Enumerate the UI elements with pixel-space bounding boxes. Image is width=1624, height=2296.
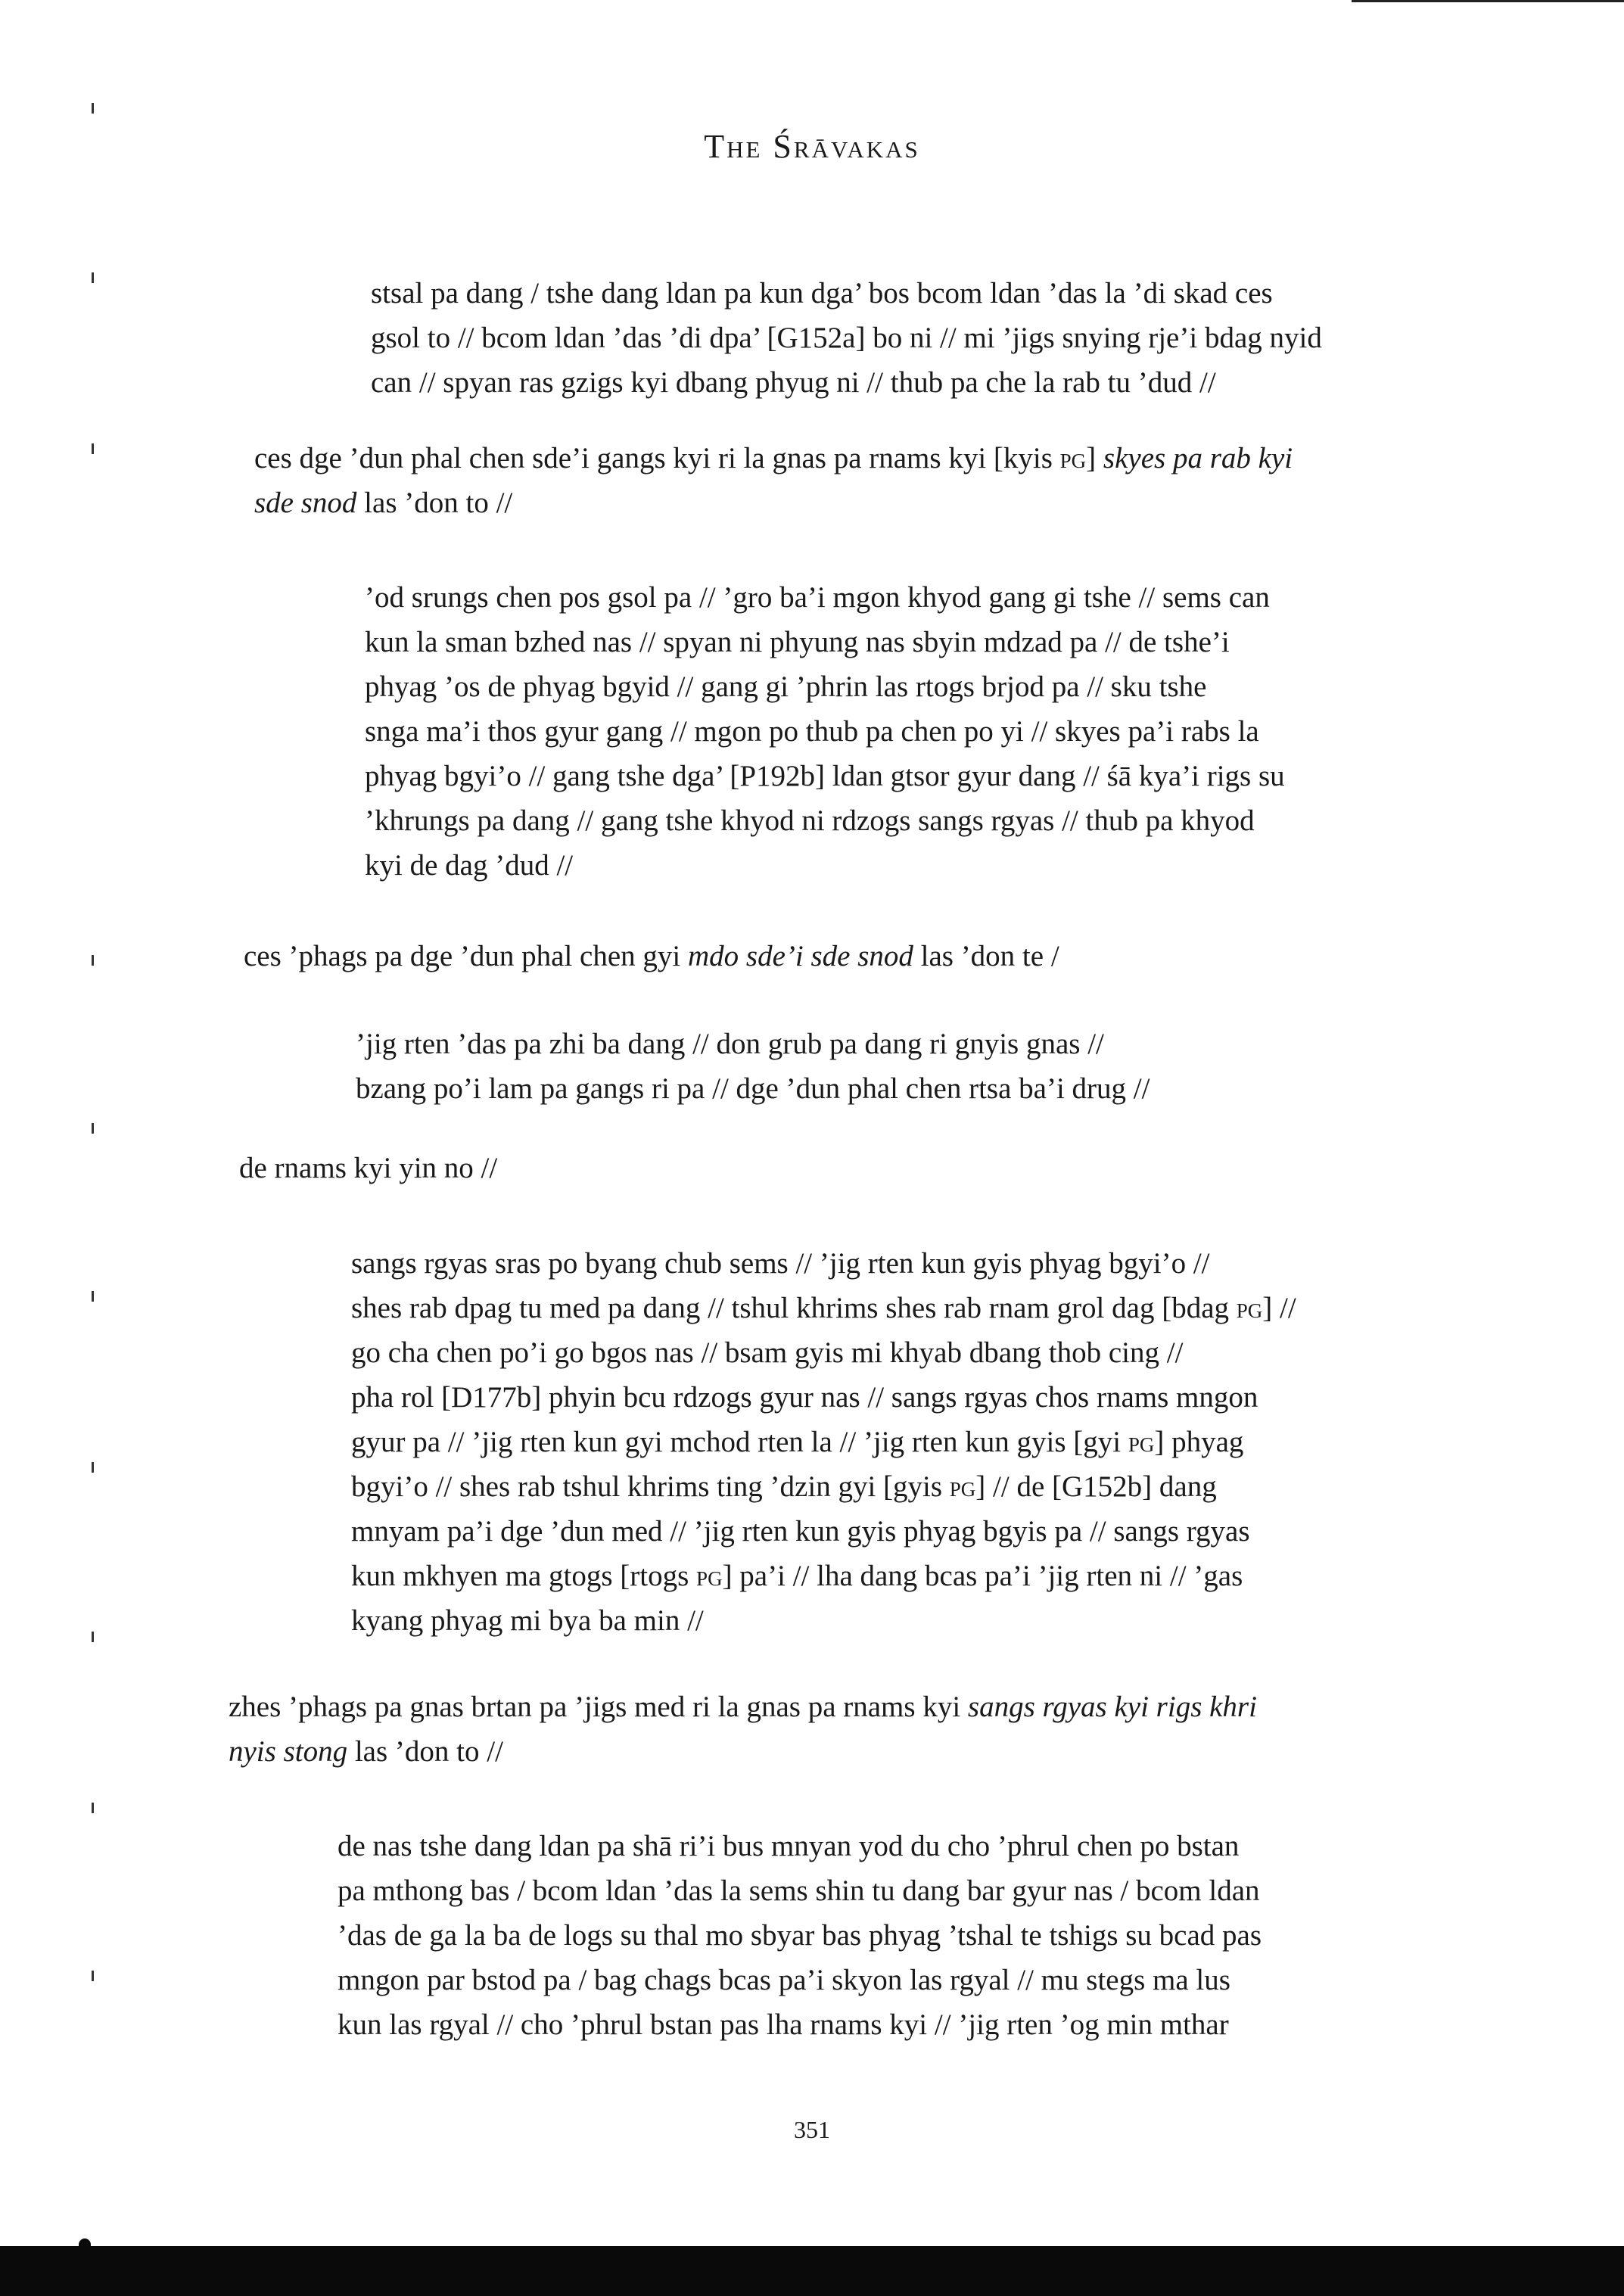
indented-passage-2 xyxy=(365,575,1285,888)
indented-passage-4 xyxy=(338,1824,1262,2047)
siglum: pg xyxy=(1059,442,1087,474)
text-line: mngon par bstod pa / bag chags bcas pa’i skyon las rgyal // mu stegs ma lus xyxy=(338,1964,1230,1996)
scan-margin-mark xyxy=(92,1803,94,1813)
text-run: ] // de [G152b] dang xyxy=(975,1470,1217,1503)
title-italic: sde snod xyxy=(254,487,357,519)
text-line xyxy=(229,1685,1257,1729)
body-paragraph-2 xyxy=(244,934,1059,978)
scan-margin-mark xyxy=(92,443,94,454)
text-line: ’khrungs pa dang // gang tshe khyod ni rdzogs sangs rgyas // thub pa khyod xyxy=(365,804,1255,837)
text-run: ] pa’i // lha dang bcas pa’i ’jig rten ni // ’gas xyxy=(722,1560,1243,1592)
text-line xyxy=(351,1464,1296,1509)
text-line: go cha chen po’i go bgos nas // bsam gyis mi khyab dbang thob cing // xyxy=(351,1336,1184,1369)
title-italic: skyes pa rab kyi xyxy=(1103,442,1293,474)
body-paragraph-4 xyxy=(229,1685,1257,1774)
siglum: pg xyxy=(1128,1426,1155,1458)
text-line: ’jig rten ’das pa zhi ba dang // don grub pa dang ri gnyis gnas // xyxy=(356,1028,1104,1060)
text-line: pha rol [D177b] phyin bcu rdzogs gyur nas // sangs rgyas chos rnams mngon xyxy=(351,1381,1258,1414)
text-run: las ’don te / xyxy=(913,940,1059,972)
title-italic: sangs rgyas kyi rigs khri xyxy=(967,1691,1257,1723)
body-paragraph-3 xyxy=(239,1146,497,1190)
text-line xyxy=(244,934,1059,978)
scan-margin-mark xyxy=(92,1123,94,1134)
scan-margin-mark xyxy=(92,1462,94,1473)
scan-margin-mark xyxy=(92,103,94,114)
title-italic: mdo sde’i sde snod xyxy=(687,940,913,972)
text-run: kun mkhyen ma gtogs [rtogs xyxy=(351,1560,697,1592)
text-line: kun las rgyal // cho ’phrul bstan pas lha rnams kyi // ’jig rten ’og min mthar xyxy=(338,2008,1229,2041)
text-line: mnyam pa’i dge ’dun med // ’jig rten kun gyis phyag bgyis pa // sangs rgyas xyxy=(351,1515,1250,1548)
text-line: stsal pa dang / tshe dang ldan pa kun dga’ bos bcom ldan ’das la ’di skad ces xyxy=(371,277,1273,310)
text-run: ces dge ’dun phal chen sde’i gangs kyi ri la gnas pa rnams kyi [kyis xyxy=(254,442,1060,474)
text-line: kyang phyag mi bya ba min // xyxy=(351,1604,704,1637)
scan-margin-mark xyxy=(92,1971,94,1981)
indented-verse-1 xyxy=(356,1022,1150,1111)
text-line: ’od srungs chen pos gsol pa // ’gro ba’i mgon khyod gang gi tshe // sems can xyxy=(365,581,1270,614)
text-line: phyag ’os de phyag bgyid // gang gi ’phrin las rtogs brjod pa // sku tshe xyxy=(365,670,1207,703)
text-line: gsol to // bcom ldan ’das ’di dpa’ [G152a] bo ni // mi ’jigs snying rje’i bdag nyid xyxy=(371,322,1322,354)
page-number: 351 xyxy=(794,2116,830,2143)
text-line xyxy=(351,1286,1296,1330)
text-line: can // spyan ras gzigs kyi dbang phyug ni // thub pa che la rab tu ’dud // xyxy=(371,366,1216,399)
text-run: las ’don to // xyxy=(356,487,513,519)
top-edge-rule xyxy=(1352,0,1624,2)
text-run: gyur pa // ’jig rten kun gyi mchod rten la // ’jig rten kun gyis [gyi xyxy=(351,1426,1128,1458)
siglum: pg xyxy=(696,1560,723,1592)
scan-margin-mark xyxy=(92,272,94,283)
text-line xyxy=(351,1420,1296,1464)
text-line: ’das de ga la ba de logs su thal mo sbyar bas phyag ’tshal te tshigs su bcad pas xyxy=(338,1919,1262,1952)
text-line xyxy=(351,1554,1296,1598)
scan-margin-mark xyxy=(92,1291,94,1302)
text-line: phyag bgyi’o // gang tshe dga’ [P192b] ldan gtsor gyur dang // śā kya’i rigs su xyxy=(365,760,1285,792)
text-line: de rnams kyi yin no // xyxy=(239,1152,498,1184)
title-italic: nyis stong xyxy=(229,1735,348,1768)
text-run: ] // xyxy=(1262,1292,1296,1324)
text-line: sangs rgyas sras po byang chub sems // ’jig rten kun gyis phyag bgyi’o // xyxy=(351,1247,1210,1280)
text-run: ] xyxy=(1086,442,1103,474)
indented-passage-1 xyxy=(371,271,1322,405)
text-line xyxy=(254,481,1293,525)
scan-margin-mark xyxy=(92,1632,94,1642)
scan-margin-mark xyxy=(92,955,94,966)
text-line xyxy=(229,1729,1257,1774)
text-line: bzang po’i lam pa gangs ri pa // dge ’dun phal chen rtsa ba’i drug // xyxy=(356,1072,1150,1105)
indented-passage-3 xyxy=(351,1241,1296,1643)
text-run: shes rab dpag tu med pa dang // tshul khrims shes rab rnam grol dag [bdag xyxy=(351,1292,1237,1324)
scan-bottom-band xyxy=(0,2246,1624,2296)
text-run: ces ’phags pa dge ’dun phal chen gyi xyxy=(244,940,688,972)
text-line: snga ma’i thos gyur gang // mgon po thub pa chen po yi // skyes pa’i rabs la xyxy=(365,715,1259,748)
text-run: bgyi’o // shes rab tshul khrims ting ’dzin gyi [gyis xyxy=(351,1470,950,1503)
running-head: The Śrāvakas xyxy=(704,128,920,165)
text-run: zhes ’phags pa gnas brtan pa ’jigs med ri la gnas pa rnams kyi xyxy=(229,1691,968,1723)
siglum: pg xyxy=(1236,1292,1263,1324)
text-line: kun la sman bzhed nas // spyan ni phyung nas sbyin mdzad pa // de tshe’i xyxy=(365,626,1230,658)
body-paragraph-1 xyxy=(254,436,1293,525)
text-line xyxy=(254,436,1293,481)
text-line: de nas tshe dang ldan pa shā ri’i bus mnyan yod du cho ’phrul chen po bstan xyxy=(338,1830,1240,1862)
text-run: las ’don to // xyxy=(347,1735,503,1768)
text-line: kyi de dag ’dud // xyxy=(365,849,574,882)
siglum: pg xyxy=(949,1470,976,1503)
text-run: ] phyag xyxy=(1154,1426,1244,1458)
text-line: pa mthong bas / bcom ldan ’das la sems shin tu dang bar gyur nas / bcom ldan xyxy=(338,1874,1260,1907)
